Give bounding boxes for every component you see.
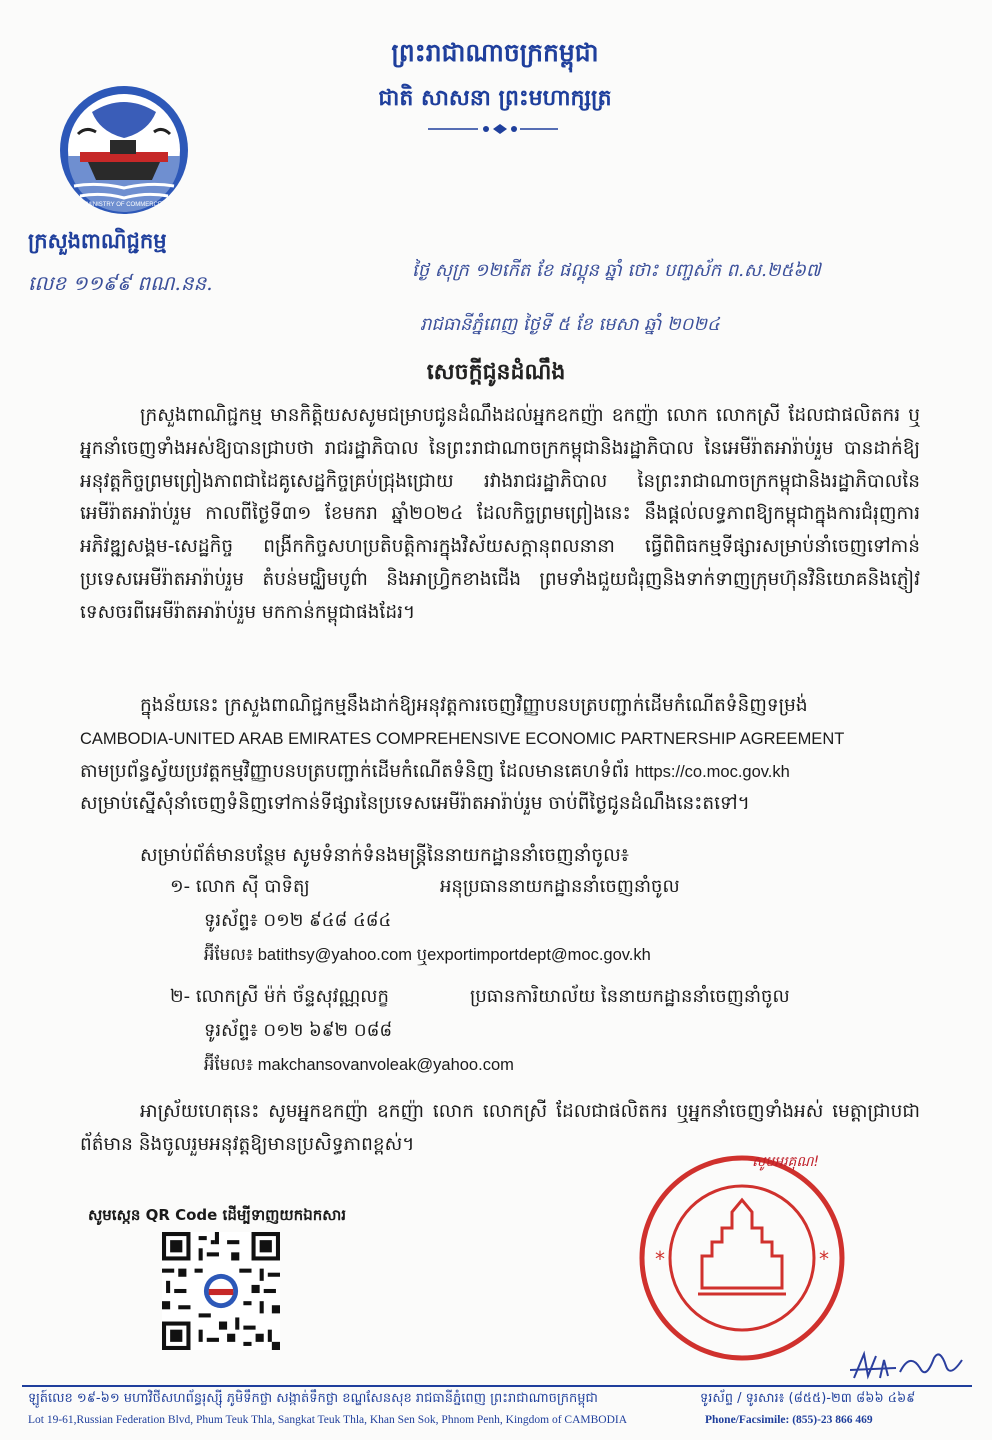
thank-you-note: សូមអរគុណ! [752, 1154, 820, 1170]
footer-address-khmer: ឡូត៍លេខ ១៩-៦១ មហាវិថីសហព័ន្ធរុស្ស៊ី ភូមិទឹកថ្លា សង្កាត់ទឹកថ្លា ខណ្ឌសែនសុខ រាជធានីភ្នំពេញ ព្រះរាជាណាចក្រកម្ពុជា [28, 1391, 598, 1406]
contact-1 [170, 870, 680, 972]
footer-phone-english: Phone/Facsimile: (855)-23 866 469 [705, 1414, 873, 1426]
paragraph-intro: ក្រសួងពាណិជ្ជកម្ម មានកិត្តិយសសូមជម្រាបជូនដំណឹងដល់អ្នកឧកញ៉ា ឧកញ៉ា លោក លោកស្រី ដែលជាផលិតករ ឬអ្នកនាំចេញទាំងអស់ឱ្យបានជ្រាបថា រាជរដ្ឋាភិបាល នៃព្រះរាជាណាចក្រកម្ពុជានិងរដ្ឋាភិបាល នៃអេមីរ៉ាតអារ៉ាប់រួម បានដាក់ឱ្យអនុវត្តកិច្ចព្រមព្រៀងភាពជាដៃគូសេដ្ឋកិច្ចគ្រប់ជ្រុងជ្រោយ រវាងរាជរដ្ឋាភិបាល នៃព្រះរាជាណាចក្រកម្ពុជានិងរដ្ឋាភិបាលនៃអេមីរ៉ាតអារ៉ាប់រួម កាលពីថ្ងៃទី៣១ ខែមករា ឆ្នាំ២០២៤ ដែលកិច្ចព្រមព្រៀងនេះ នឹងផ្តល់លទ្ធភាពឱ្យកម្ពុជាក្នុងការជំរុញការអភិវឌ្ឍសង្គម-សេដ្ឋកិច្ច ពង្រីកកិច្ចសហប្រតិបត្តិការក្នុងវិស័យសក្តានុពលនានា ធ្វើពិពិធកម្មទីផ្សារសម្រាប់នាំចេញទៅកាន់ប្រទេសអេមីរ៉ាតអារ៉ាប់រួម តំបន់មជ្ឈិមបូព៌ា និងអាហ្វ្រិកខាងជើង ព្រមទាំងជួយជំរុញនិងទាក់ទាញក្រុមហ៊ុនវិនិយោគនិងភ្ញៀវទេសចរពីអេមីរ៉ាតអារ៉ាប់រួម មកកាន់កម្ពុជាផងដែរ។ [80, 405, 920, 623]
footer-phone-khmer: ទូរស័ព្ទ / ទូរសារ៖ (៨៥៥)-២៣ ៨៦៦ ៤៦៩ [700, 1391, 916, 1406]
agreement-name: CAMBODIA-UNITED ARAB EMIRATES COMPREHENSIVE ECONOMIC PARTNERSHIP AGREEMENT [80, 729, 845, 748]
document-title: សេចក្តីជូនដំណឹង [426, 360, 566, 385]
procedure-line-1: ក្នុងន័យនេះ ក្រសួងពាណិជ្ជកម្មនឹងដាក់ឱ្យអនុវត្តការចេញវិញ្ញាបនបត្របញ្ជាក់ដើមកំណើតទំនិញទម្រង់ [140, 695, 808, 716]
national-motto: ជាតិ សាសនា ព្រះមហាក្សត្រ [378, 85, 612, 111]
qr-caption: សូមស្កេន QR Code ដើម្បីទាញយកឯកសារ [88, 1206, 347, 1224]
contact-role: អនុប្រធាននាយកដ្ឋាននាំចេញនាំចូល [440, 876, 680, 897]
footer-divider [22, 1385, 972, 1387]
reference-number: លេខ ១១៩៩ ពណ.នន. [28, 271, 213, 295]
contact-role: ប្រធានការិយាល័យ នៃនាយកដ្ឋាននាំចេញនាំចូល [470, 986, 790, 1007]
ministry-name: ក្រសួងពាណិជ្ជកម្ម [28, 228, 167, 253]
contact-phone: ទូរស័ព្ទ៖ ០១២ ៦៩២ ០៨៨ [204, 1020, 393, 1041]
paragraph-procedure [80, 690, 920, 821]
procedure-text: តាមប្រព័ន្ធស្វ័យប្រវត្តកម្មវិញ្ញាបនបត្របញ្ជាក់ដើមកំណើតទំនិញ ដែលមានគេហទំព័រ [80, 760, 630, 782]
svg-text:*: * [819, 1247, 829, 1271]
procedure-line-3: សម្រាប់ស្នើសុំនាំចេញទំនិញទៅកាន់ទីផ្សារនៃប្រទេសអេមីរ៉ាតអារ៉ាប់រួម ចាប់ពីថ្ងៃជូនដំណឹងនេះតទៅ។ [80, 793, 750, 815]
logo-caption: MINISTRY OF COMMERCE [86, 202, 162, 208]
kingdom-title: ព្រះរាជាណាចក្រកម្ពុជា [391, 38, 599, 67]
svg-text:*: * [655, 1247, 665, 1271]
contact-email[interactable]: អ៊ីមែល៖ batithsy@yahoo.com ឬexportimportdept@moc.gov.kh [204, 946, 651, 964]
procedure-line-2 [80, 756, 920, 789]
contact-name: ១- លោក ស៊ី បាទិត្យ [170, 876, 310, 897]
footer-address-english: Lot 19-61,Russian Federation Blvd, Phum Teuk Thla, Sangkat Teuk Thla, Khan Sen Sok, Phnom Penh, Kingdom of CAMBODIA [28, 1414, 628, 1426]
solar-date: រាជធានីភ្នំពេញ ថ្ងៃទី ៥ ខែ មេសា ឆ្នាំ ២០២៤ [420, 314, 720, 335]
co-website-link[interactable]: https://co.moc.gov.kh [635, 762, 790, 781]
contact-2 [170, 980, 790, 1082]
ornament-divider [428, 122, 558, 136]
contact-email[interactable]: អ៊ីមែល៖ makchansovanvoleak@yahoo.com [204, 1056, 514, 1074]
official-seal [632, 1148, 852, 1368]
qr-code[interactable] [162, 1232, 280, 1350]
lunar-date: ថ្ងៃ សុក្រ ១២កើត ខែ ផល្គុន ឆ្នាំ ថោះ បញ្ចស័ក ព.ស.២៥៦៧ [412, 260, 821, 281]
contact-name: ២- លោកស្រី ម៉ក់ ច័ន្ទសុវណ្ណលក្ខ [170, 986, 389, 1007]
contact-phone: ទូរស័ព្ទ៖ ០១២ ៩៤៨ ៤៨៤ [204, 910, 392, 931]
paragraph-contact-intro: សម្រាប់ព័ត៌មានបន្ថែម សូមទំនាក់ទំនងមន្ត្រីនៃនាយកដ្ឋាននាំចេញនាំចូល៖ [140, 845, 629, 866]
ministry-logo [58, 82, 190, 222]
closing-paragraph: អាស្រ័យហេតុនេះ សូមអ្នកឧកញ៉ា ឧកញ៉ា លោក លោកស្រី ដែលជាផលិតករ ឬអ្នកនាំចេញទាំងអស់ មេត្តាជ្រាបជាព័ត៌មាន និងចូលរួមអនុវត្តឱ្យមានប្រសិទ្ធភាពខ្ពស់។ [80, 1101, 920, 1155]
signature [850, 1348, 970, 1388]
